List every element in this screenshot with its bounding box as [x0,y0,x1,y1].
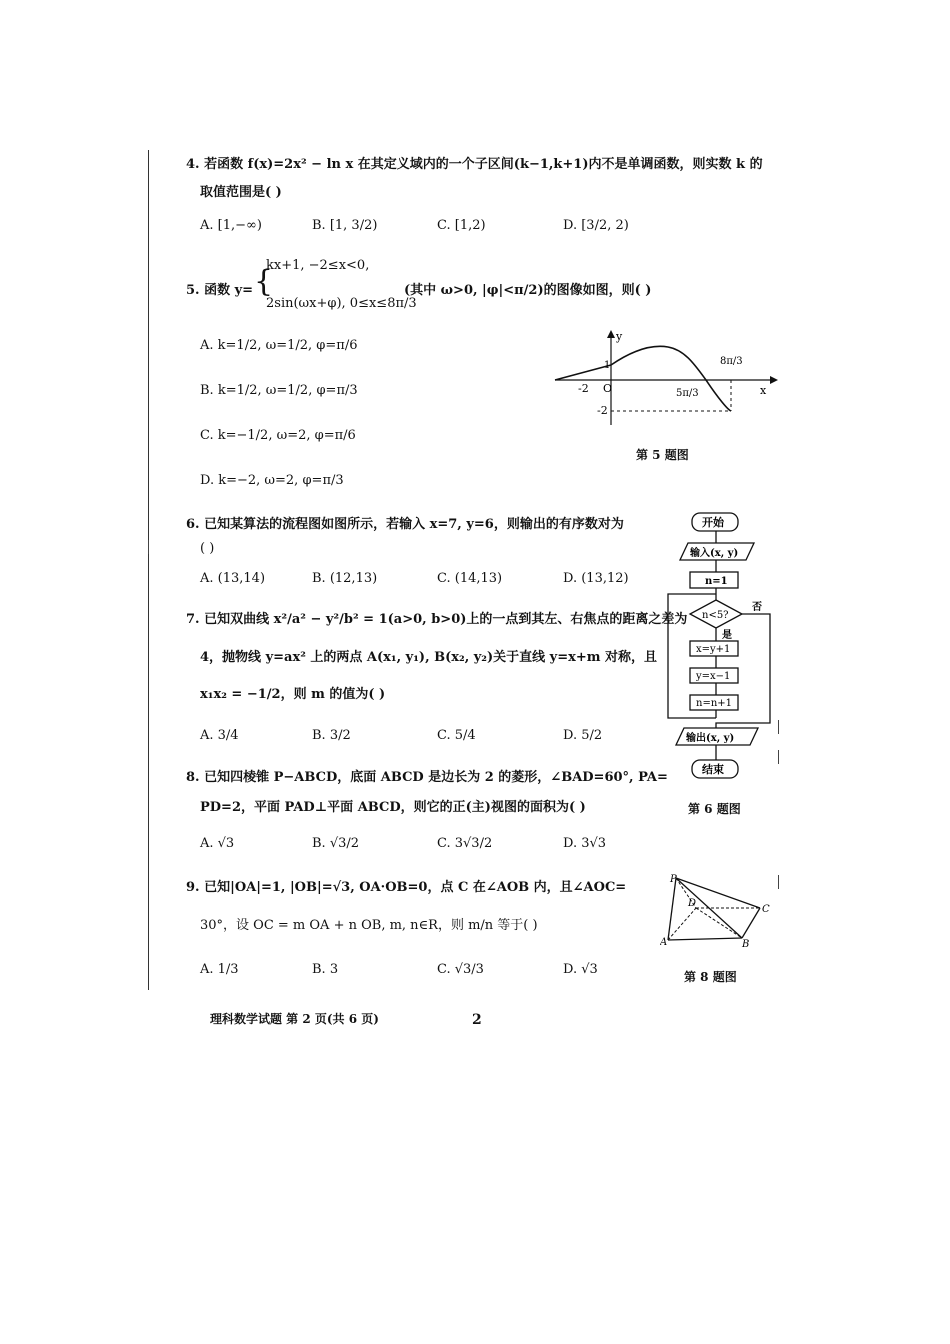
linear-piece [555,365,611,380]
graph-tick-8pi3: 8π/3 [720,356,743,367]
q5-option-d: D. k=−2, ω=2, φ=π/3 [200,473,344,488]
q7-option-a: A. 3/4 [200,728,239,743]
footer-page-info: 理科数学试题 第 2 页(共 6 页) [210,1012,379,1026]
q4-option-a: A. [1,−∞) [200,218,262,233]
q5-prefix: 5. 函数 y= [186,283,254,298]
y-axis-arrow-icon [607,330,615,338]
graph-y-label: y [616,330,623,343]
q8-caption: 第 8 题图 [684,970,737,984]
q5-option-b: B. k=1/2, ω=1/2, φ=π/3 [200,383,358,398]
q7-option-c: C. 5/4 [437,728,476,743]
flow-init: n=1 [705,576,728,587]
q4-option-c: C. [1,2) [437,218,486,233]
q8-option-b: B. √3/2 [312,836,360,851]
flow-s3: n=n+1 [696,698,733,709]
q6-caption: 第 6 题图 [688,802,741,816]
q4-line2: 取值范围是( ) [200,185,282,200]
flow-end: 结束 [702,763,724,776]
q6-option-d: D. (13,12) [563,571,629,586]
graph-tick-neg2: -2 [578,382,589,395]
q6-option-c: C. (14,13) [437,571,503,586]
q8-option-a: A. √3 [200,836,235,851]
q9-option-c: C. √3/3 [437,962,484,977]
q7-option-b: B. 3/2 [312,728,351,743]
footer-page-number: 2 [472,1012,482,1028]
q8-label-c: C [762,904,770,915]
margin-tick [778,875,779,889]
graph-tick-y-neg2: -2 [597,404,608,417]
q8-option-d: D. 3√3 [563,836,607,851]
q5-option-a: A. k=1/2, ω=1/2, φ=π/6 [200,338,358,353]
graph-tick-5pi3: 5π/3 [676,388,699,399]
graph-origin: O [603,382,613,395]
q8-line2: PD=2，平面 PAD⊥平面 ABCD，则它的正(主)视图的面积为( ) [200,800,586,815]
flow-start: 开始 [702,516,724,529]
q5-function-graph [550,330,780,430]
q8-pyramid-figure [660,870,775,948]
q5-piece1: kx+1, −2≤x<0, [266,258,370,273]
q5-piece2: 2sin(ωx+φ), 0≤x≤8π/3 [266,296,417,311]
q8-option-c: C. 3√3/2 [437,836,493,851]
q6-line1: 6. 已知某算法的流程图如图所示，若输入 x=7, y=6，则输出的有序数对为 [186,517,624,532]
q8-line1: 8. 已知四棱锥 P−ABCD，底面 ABCD 是边长为 2 的菱形，∠BAD=60°, PA= [186,770,668,785]
q6-line2: ( ) [200,541,215,556]
q7-option-d: D. 5/2 [563,728,603,743]
flow-no: 否 [752,602,762,613]
flow-output: 输出(x, y) [686,733,735,744]
q5-option-c: C. k=−1/2, ω=2, φ=π/6 [200,428,356,443]
q7-line3: x₁x₂ = −1/2，则 m 的值为( ) [200,687,386,702]
q4-option-b: B. [1, 3/2) [312,218,378,233]
q8-label-a: A [660,937,668,948]
q5-caption: 第 5 题图 [636,448,689,462]
q6-flowchart [660,508,780,783]
page-margin-line [148,150,149,990]
q9-option-d: D. √3 [563,962,598,977]
q9-line2: 30°，设 OC = m OA + n OB, m, n∈R，则 m/n 等于( ) [200,918,538,933]
q5-suffix: (其中 ω>0, |φ|<π/2)的图像如图，则( ) [404,283,652,298]
q4-option-d: D. [3/2, 2) [563,218,629,233]
x-axis-arrow-icon [770,376,778,384]
flow-yes: 是 [722,630,732,641]
flow-cond: n<5? [702,610,729,621]
q9-option-a: A. 1/3 [200,962,239,977]
q8-label-d: D [688,898,697,909]
q8-label-p: P [670,874,677,885]
graph-x-label: x [760,384,767,397]
q4-line1: 4. 若函数 f(x)=2x² − ln x 在其定义域内的一个子区间(k−1,k+1)内不是单调函数，则实数 k 的 [186,157,763,172]
flow-s1: x=y+1 [696,644,731,655]
q7-line2: 4，抛物线 y=ax² 上的两点 A(x₁, y₁), B(x₂, y₂)关于直线 y=x+m 对称，且 [200,650,658,665]
margin-tick [148,540,149,554]
q8-label-b: B [742,939,750,948]
q7-line1: 7. 已知双曲线 x²/a² − y²/b² = 1(a>0, b>0)上的一点到其左、右焦点的距离之差为 [186,612,688,627]
graph-tick-1: 1 [604,360,611,371]
q9-line1: 9. 已知|OA|=1, |OB|=√3, OA·OB=0，点 C 在∠AOB 内，且∠AOC= [186,880,627,895]
q6-option-a: A. (13,14) [200,571,266,586]
q6-option-b: B. (12,13) [312,571,378,586]
q9-option-b: B. 3 [312,962,339,977]
flow-s2: y=x−1 [696,671,731,682]
q5-brace: { [254,264,274,299]
sine-piece [611,346,731,411]
flow-input: 输入(x, y) [690,548,739,559]
